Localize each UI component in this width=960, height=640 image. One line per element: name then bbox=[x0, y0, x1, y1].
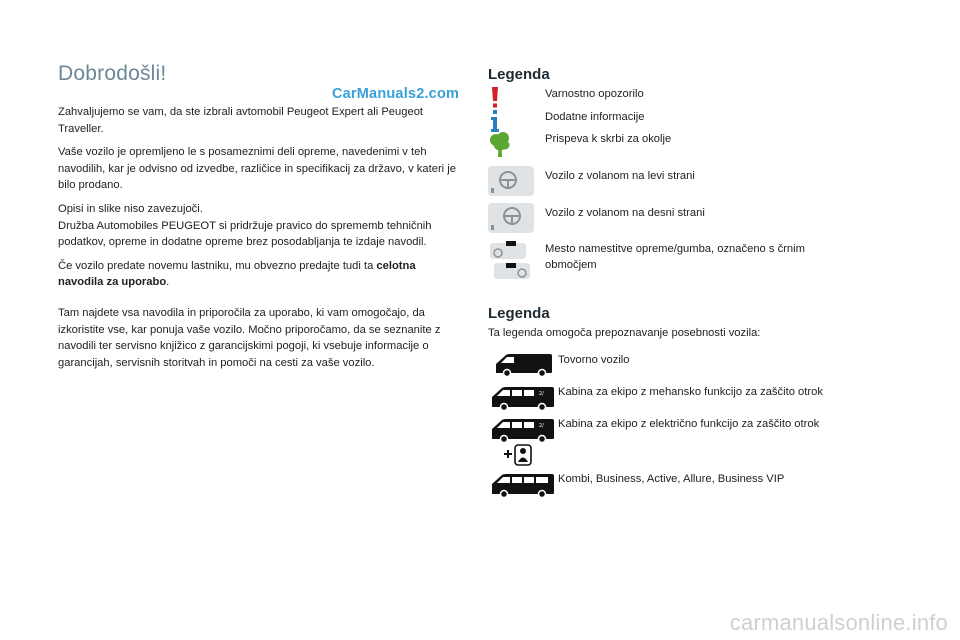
recommendation-paragraph: Tam najdete vsa navodila in priporočila za uporabo, ki vam omogočajo, da izkoristite vse, kar ponuja vaše vozilo. Močno priporočamo, da se seznanite z navodili ter servisno knjižico z garancijskimi pogoji, ki vsebuje informacije o garancijah, servisnih storitvah in pomoči na cesti za vaše vozilo. bbox=[58, 306, 441, 369]
combi-icon bbox=[490, 471, 556, 499]
legend-item-label: Vozilo z volanom na desni strani bbox=[545, 207, 705, 219]
crew-cab-mechanical-icon bbox=[490, 384, 556, 412]
info-icon bbox=[490, 110, 500, 132]
owner-transfer-end: . bbox=[166, 276, 170, 289]
disclaimer-paragraph bbox=[58, 201, 458, 251]
intro-paragraph: Zahvaljujemo se vam, da ste izbrali avtomobil Peugeot Expert ali Peugeot Traveller. bbox=[58, 106, 424, 135]
legend-item-label: Kabina za ekipo z električno funkcijo za zaščito otrok bbox=[558, 418, 820, 430]
legend-item-eco bbox=[488, 131, 928, 151]
legend-item-combi bbox=[488, 471, 928, 497]
legend-heading-symbols: Legenda bbox=[488, 66, 550, 83]
legend-heading-vehicles: Legenda bbox=[488, 305, 550, 322]
legend-item-label: Vozilo z volanom na levi strani bbox=[545, 170, 695, 182]
left-hand-drive-icon bbox=[488, 166, 534, 196]
legend-item-label: Prispeva k skrbi za okolje bbox=[545, 133, 672, 145]
legend-item-rhd bbox=[488, 205, 928, 225]
legend-item-label: Dodatne informacije bbox=[545, 111, 645, 123]
warning-icon bbox=[490, 87, 500, 109]
legend-item-label: Mesto namestitve opreme/gumba, označeno s črnim območjem bbox=[545, 243, 805, 271]
tree-icon bbox=[489, 131, 511, 157]
watermark-footer[interactable]: carmanualsonline.info bbox=[729, 610, 948, 635]
legend-item-label: Tovorno vozilo bbox=[558, 354, 630, 366]
crew-cab-electric-icon bbox=[490, 416, 556, 468]
right-hand-drive-icon bbox=[488, 203, 534, 233]
legend-intro: Ta legenda omogoča prepoznavanje posebnosti vozila: bbox=[488, 327, 761, 339]
owner-transfer-text: Če vozilo predate novemu lastniku, mu obvezno predajte tudi ta bbox=[58, 259, 377, 272]
legend-item-warning bbox=[488, 86, 928, 106]
legend-item-van bbox=[488, 352, 928, 376]
rights-line: Družba Automobiles PEUGEOT si pridržuje pravico do sprememb tehničnih podatkov, opreme in dodatne opreme brez posodabljanja te izdaje navodil. bbox=[58, 219, 432, 249]
legend-item-label: Kabina za ekipo z mehansko funkcijo za zaščito otrok bbox=[558, 386, 823, 398]
legend-item-lhd bbox=[488, 168, 928, 188]
legend-item-info bbox=[488, 109, 928, 129]
legend-item-label: Varnostno opozorilo bbox=[545, 88, 644, 100]
svg-text:2/: 2/ bbox=[539, 423, 544, 429]
legend-item-location bbox=[488, 241, 928, 281]
legend-item-crew-electric bbox=[488, 416, 928, 466]
van-icon bbox=[492, 352, 554, 378]
owner-transfer-bold: celotna navodila za uporabo bbox=[58, 259, 416, 289]
page-title: Dobrodošli! bbox=[58, 62, 167, 85]
svg-text:2/: 2/ bbox=[539, 391, 544, 397]
equipment-paragraph: Vaše vozilo je opremljeno le s posameznimi deli opreme, navedenimi v teh navodilih, kar je odvisno od izvedbe, različice in specifikacij za državo, v kateri je bilo prodano. bbox=[58, 146, 456, 192]
welcome-section bbox=[58, 62, 458, 371]
legend-item-crew-mechanical bbox=[488, 384, 928, 410]
legend-item-label: Kombi, Business, Active, Allure, Business VIP bbox=[558, 473, 785, 485]
location-icon bbox=[490, 241, 530, 281]
owner-transfer-paragraph bbox=[58, 258, 458, 291]
disclaimer-line: Opisi in slike niso zavezujoči. bbox=[58, 202, 203, 215]
watermark-logo[interactable]: CarManuals2.com bbox=[332, 86, 460, 102]
